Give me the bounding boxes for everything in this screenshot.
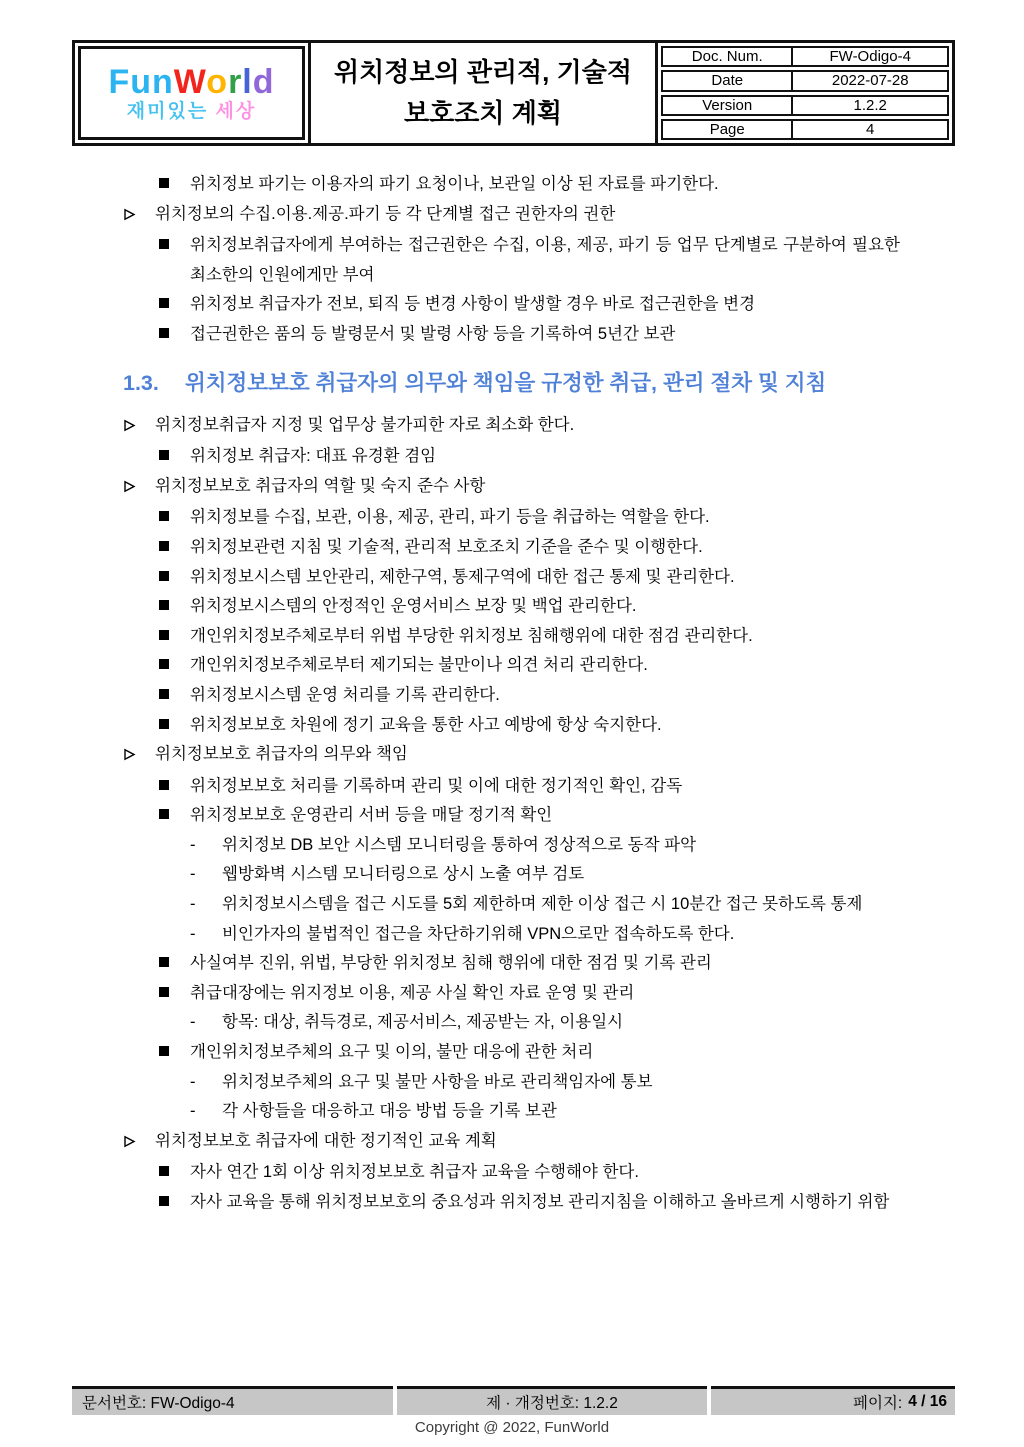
list-item xyxy=(123,801,900,831)
arrow-bullet-icon xyxy=(123,472,155,504)
list-item xyxy=(123,979,900,1009)
item-text: 각 사항들을 대응하고 대응 방법 등을 기록 보관 xyxy=(222,1102,557,1121)
square-bullet-icon xyxy=(159,801,190,831)
list-item xyxy=(123,1188,900,1218)
square-bullet-icon xyxy=(159,290,190,320)
dash-bullet-icon: - xyxy=(190,1072,196,1091)
logo-letter: o xyxy=(206,63,229,101)
footer-page-label: 페이지: xyxy=(852,1395,903,1412)
item-text: 위치정보시스템의 안정적인 운영서비스 보장 및 백업 관리한다. xyxy=(190,597,637,616)
title-line-1: 위치정보의 관리적, 기술적 xyxy=(334,57,632,87)
footer-page-value: 4 / 16 xyxy=(908,1393,947,1410)
item-text: 위치정보시스템 보안관리, 제한구역, 통제구역에 대한 접근 통제 및 관리한다. xyxy=(190,567,735,586)
arrow-bullet-icon xyxy=(123,740,155,772)
list-item xyxy=(123,890,900,920)
item-text: 위치정보시스템 운영 처리를 기록 관리한다. xyxy=(190,685,500,704)
logo-tagline xyxy=(127,102,256,121)
item-text: 위치정보보호 취급자의 의무와 책임 xyxy=(155,745,408,764)
item-text: 개인위치정보주체로부터 제기되는 불만이나 의견 처리 관리한다. xyxy=(190,656,648,675)
info-row xyxy=(661,70,949,91)
footer-revision: 제 · 개정번호: 1.2.2 xyxy=(397,1386,707,1415)
funworld-logo xyxy=(78,46,305,140)
item-text: 접근권한은 품의 등 발령문서 및 발령 사항 등을 기록하여 5년간 보관 xyxy=(190,324,676,343)
item-text: 자사 교육을 통해 위치정보보호의 중요성과 위치정보 관리지침을 이해하고 올바르게 시행하기 위함 xyxy=(190,1193,890,1211)
item-text: 위치정보 DB 보안 시스템 모니터링을 통하여 정상적으로 동작 파악 xyxy=(222,835,697,854)
list-item xyxy=(123,711,900,741)
heading-text: 위치정보보호 취급자의 의무와 책임을 규정한 취급, 관리 절차 및 지침 xyxy=(185,370,827,395)
list-item xyxy=(123,1008,900,1038)
list-item xyxy=(123,411,900,443)
logo-word xyxy=(108,65,274,99)
list-item xyxy=(123,681,900,711)
list-item xyxy=(123,200,900,232)
list-item xyxy=(123,1097,900,1127)
section-heading xyxy=(123,364,900,402)
item-text: 위치정보주체의 요구 및 불만 사항을 바로 관리책임자에 통보 xyxy=(222,1072,653,1091)
footer-doc-number: 문서번호: FW-Odigo-4 xyxy=(72,1386,393,1415)
logo-letter: r xyxy=(228,63,243,101)
item-text: 취급대장에는 위지정보 이용, 제공 사실 확인 자료 운영 및 관리 xyxy=(190,983,635,1002)
info-value: FW-Odigo-4 xyxy=(793,46,949,67)
list-item xyxy=(123,772,900,802)
list-item xyxy=(123,651,900,681)
item-text: 자사 연간 1회 이상 위치정보보호 취급자 교육을 수행해야 한다. xyxy=(190,1163,639,1182)
item-text: 위치정보 취급자: 대표 유경환 겸임 xyxy=(190,447,437,466)
item-text: 위치정보를 수집, 보관, 이용, 제공, 관리, 파기 등을 취급하는 역할을 한다. xyxy=(190,508,710,527)
square-bullet-icon xyxy=(159,979,190,1009)
square-bullet-icon xyxy=(159,772,190,802)
list-item xyxy=(123,949,900,979)
dash-bullet-icon: - xyxy=(190,1013,196,1032)
document-header xyxy=(72,40,955,146)
list-item xyxy=(123,592,900,622)
list-item xyxy=(123,831,900,861)
square-bullet-icon xyxy=(159,533,190,563)
item-text: 사실여부 진위, 위법, 부당한 위치정보 침해 행위에 대한 점검 및 기록 관리 xyxy=(190,954,712,973)
dash-bullet-icon: - xyxy=(190,865,196,884)
list-item xyxy=(123,290,900,320)
square-bullet-icon xyxy=(159,231,190,290)
list-item xyxy=(123,622,900,652)
list-item xyxy=(123,860,900,890)
info-row xyxy=(661,46,949,67)
dash-bullet-icon: - xyxy=(190,924,196,943)
square-bullet-icon xyxy=(159,711,190,741)
square-bullet-icon xyxy=(159,592,190,622)
list-item xyxy=(123,533,900,563)
item-text: 위치정보 파기는 이용자의 파기 요청이나, 보관일 이상 된 자료를 파기한다. xyxy=(190,175,719,193)
square-bullet-icon xyxy=(159,651,190,681)
square-bullet-icon xyxy=(159,503,190,533)
logo-tagline-segment: 재미있는 xyxy=(126,101,216,122)
list-item xyxy=(123,1068,900,1098)
list-item xyxy=(123,170,900,200)
bullet-list-main xyxy=(123,411,900,1218)
logo-letter: d xyxy=(252,63,275,101)
list-item xyxy=(123,442,900,472)
item-text: 웹방화벽 시스템 모니터링으로 상시 노출 여부 검토 xyxy=(222,865,585,884)
list-item xyxy=(123,920,900,950)
dash-bullet-icon: - xyxy=(190,1102,196,1121)
heading-number: 1.3. xyxy=(123,370,159,395)
logo-letter: l xyxy=(242,63,253,101)
item-text: 위치정보보호 취급자의 역할 및 숙지 준수 사항 xyxy=(155,476,486,495)
logo-letter: W xyxy=(173,63,207,101)
bullet-list-top xyxy=(123,170,900,350)
info-row xyxy=(661,95,949,116)
info-row xyxy=(661,119,949,140)
logo-letter: n xyxy=(152,63,174,101)
item-text: 위치정보관련 지침 및 기술적, 관리적 보호조치 기준을 준수 및 이행한다. xyxy=(190,537,703,556)
info-value: 4 xyxy=(793,119,949,140)
arrow-bullet-icon xyxy=(123,1127,155,1159)
info-label: Doc. Num. xyxy=(661,46,793,67)
item-text: 위치정보보호 운영관리 서버 등을 매달 정기적 확인 xyxy=(190,806,553,825)
item-text: 개인위치정보주체의 요구 및 이의, 불만 대응에 관한 처리 xyxy=(190,1043,594,1062)
item-text: 위치정보 취급자가 전보, 퇴직 등 변경 사항이 발생할 경우 바로 접근권한을 변경 xyxy=(190,295,756,314)
title-line-2: 보호조치 계획 xyxy=(404,98,562,128)
info-value: 2022-07-28 xyxy=(793,70,949,91)
list-item xyxy=(123,1127,900,1159)
list-item xyxy=(123,1158,900,1188)
item-text: 위치정보의 수집.이용.제공.파기 등 각 단계별 접근 권한자의 권한 xyxy=(155,204,616,223)
dash-bullet-icon: - xyxy=(190,835,196,854)
square-bullet-icon xyxy=(159,1038,190,1068)
list-item xyxy=(123,472,900,504)
doc-info-table xyxy=(658,43,952,143)
list-item xyxy=(123,740,900,772)
list-item xyxy=(123,320,900,350)
logo-letter: F xyxy=(108,63,131,101)
info-label: Date xyxy=(661,70,793,91)
logo-letter: u xyxy=(130,63,153,101)
info-label: Version xyxy=(661,95,793,116)
item-text: 위치정보보호 차원에 정기 교육을 통한 사고 예방에 항상 숙지한다. xyxy=(190,715,662,734)
document-body xyxy=(123,170,900,1218)
list-item xyxy=(123,563,900,593)
item-text: 위치정보시스템을 접근 시도를 5회 제한하며 제한 이상 접근 시 10분간 접근 못하도록 통제 xyxy=(222,895,863,914)
square-bullet-icon xyxy=(159,622,190,652)
arrow-bullet-icon xyxy=(123,200,155,232)
item-text: 항목: 대상, 취득경로, 제공서비스, 제공받는 자, 이용일시 xyxy=(222,1013,624,1032)
list-item xyxy=(123,1038,900,1068)
list-item xyxy=(123,231,900,290)
square-bullet-icon xyxy=(159,681,190,711)
square-bullet-icon xyxy=(159,320,190,350)
logo-tagline-segment: 세상 xyxy=(215,101,257,122)
square-bullet-icon xyxy=(159,949,190,979)
item-text: 위치정보보호 취급자에 대한 정기적인 교육 계획 xyxy=(155,1131,497,1150)
info-label: Page xyxy=(661,119,793,140)
square-bullet-icon xyxy=(159,1158,190,1188)
item-text: 비인가자의 불법적인 접근을 차단하기위해 VPN으로만 접속하도록 한다. xyxy=(222,924,735,943)
copyright-line: Copyright @ 2022, FunWorld xyxy=(414,1419,610,1436)
list-item xyxy=(123,503,900,533)
document-title xyxy=(308,43,658,143)
square-bullet-icon xyxy=(159,442,190,472)
item-text: 개인위치정보주체로부터 위법 부당한 위치정보 침해행위에 대한 점검 관리한다. xyxy=(190,626,753,645)
footer-bar xyxy=(72,1386,955,1415)
square-bullet-icon xyxy=(159,170,190,200)
item-text: 위치정보취급자 지정 및 업무상 불가피한 자로 최소화 한다. xyxy=(155,415,575,434)
arrow-bullet-icon xyxy=(123,411,155,443)
dash-bullet-icon: - xyxy=(190,895,196,914)
square-bullet-icon xyxy=(159,1188,190,1218)
footer-page xyxy=(711,1386,955,1415)
info-value: 1.2.2 xyxy=(793,95,949,116)
square-bullet-icon xyxy=(159,563,190,593)
item-text: 위치정보취급자에게 부여하는 접근권한은 수집, 이용, 제공, 파기 등 업무 단계별로 구분하여 필요한 최소한의 인원에게만 부여 xyxy=(190,236,900,284)
item-text: 위치정보보호 처리를 기록하며 관리 및 이에 대한 정기적인 확인, 감독 xyxy=(190,776,683,795)
